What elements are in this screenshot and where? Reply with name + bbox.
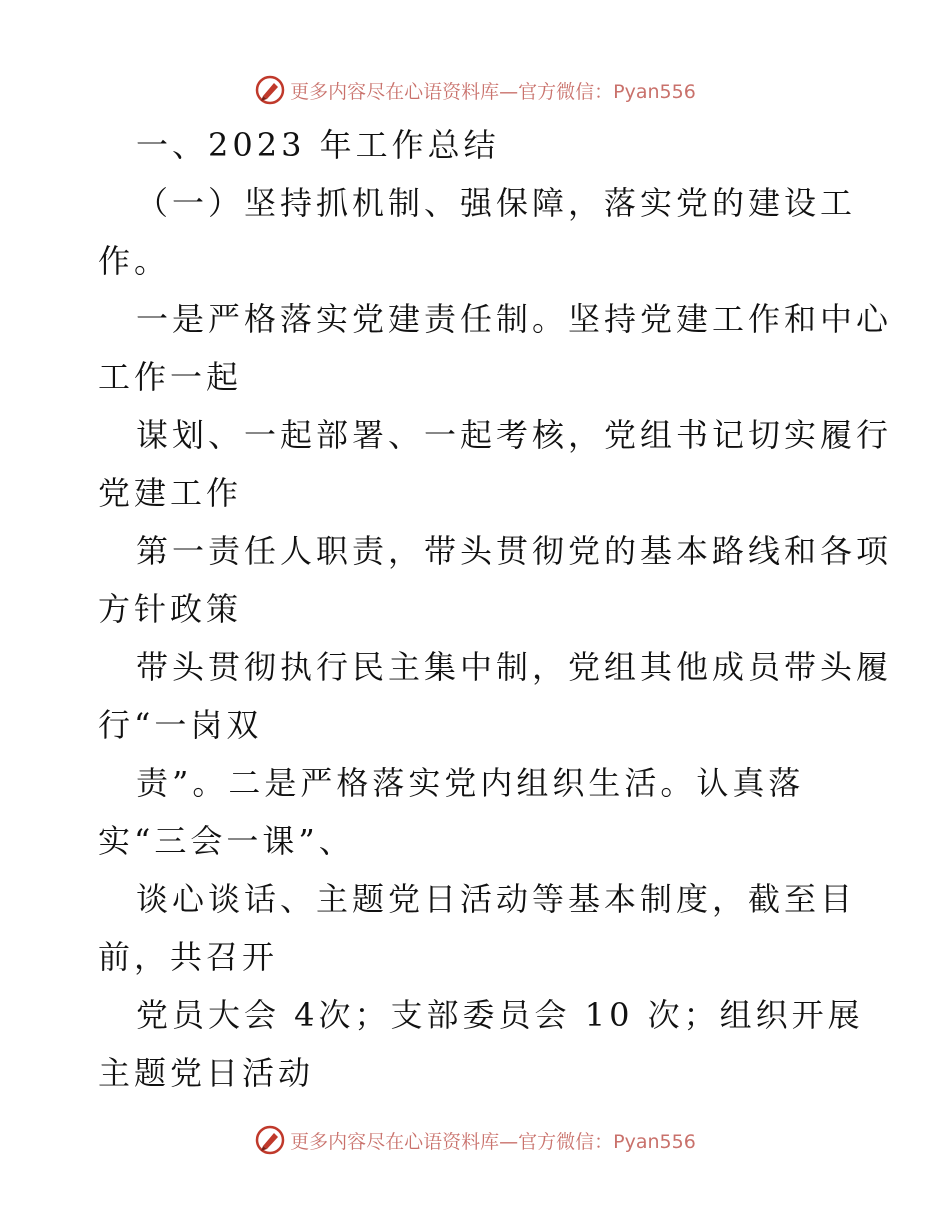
text-line: 工作一起 [98,358,243,396]
text-line: 方针政策 [98,590,243,628]
watermark-text: 更多内容尽在心语资料库—官方微信：Pyan556 [290,1130,696,1153]
text-line: 党建工作 [98,474,243,512]
pen-seal-icon [254,74,286,106]
text-line: 行“一岗双 [98,706,263,744]
text-line: 前，共召开 [98,938,279,976]
text-line: 第一责任人职责，带头贯彻党的基本路线和各项 [136,532,893,570]
text-line: 作。 [98,242,171,280]
header-watermark [0,70,950,110]
text-line: 责”。二是严格落实党内组织生活。认真落 [136,764,805,802]
text-line: 谈心谈话、主题党日活动等基本制度，截至目 [136,880,857,918]
pen-seal-icon [254,1124,286,1156]
watermark-text: 更多内容尽在心语资料库—官方微信：Pyan556 [290,80,696,103]
text-line: 一是严格落实党建责任制。坚持党建工作和中心 [136,300,893,338]
text-line: 带头贯彻执行民主集中制，党组其他成员带头履 [136,648,893,686]
section-heading: 一、2023 年工作总结 [136,126,500,164]
footer-watermark [0,1120,950,1160]
text-line: 党员大会 4次；支部委员会 10 次；组织开展 [136,996,864,1034]
text-line: 谋划、一起部署、一起考核，党组书记切实履行 [136,416,893,454]
subsection-heading: （一）坚持抓机制、强保障，落实党的建设工 [136,184,857,222]
text-line: 主题党日活动 [98,1054,315,1092]
text-line: 实“三会一课”、 [98,822,355,860]
